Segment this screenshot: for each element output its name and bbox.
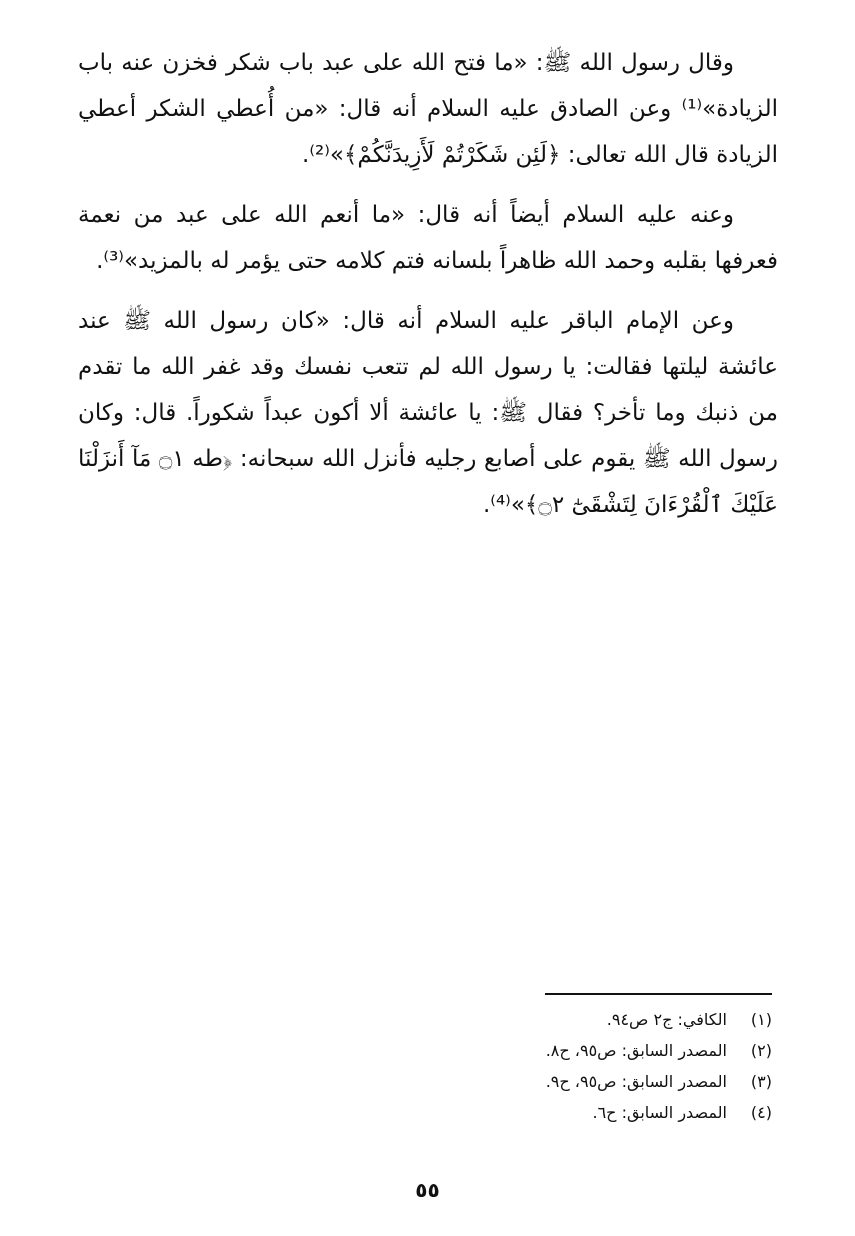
main-text: [78, 40, 778, 542]
footnote-text: الكافي: ج٢ ص٩٤.: [606, 1010, 727, 1029]
footnote-text: المصدر السابق: ص٩٥، ح٨.: [545, 1041, 727, 1060]
footnote-separator: [545, 993, 772, 995]
footnote-item: [420, 1004, 772, 1035]
footnote-text: المصدر السابق: ص٩٥، ح٩.: [545, 1072, 727, 1091]
footnote-item: [420, 1066, 772, 1097]
page-number: ٥٥: [415, 1178, 440, 1202]
footnote-item: [420, 1035, 772, 1066]
footnote-text: المصدر السابق: ح٦.: [592, 1103, 727, 1122]
footnote-number: (٤): [750, 1103, 772, 1122]
footnotes: [420, 1004, 772, 1128]
paragraph-thanks-increase: وقال رسول الله ﷺ: «ما فتح الله على عبد باب شكر فخزن عنه باب الزيادة»⁽¹⁾ وعن الصادق عليه السلام أنه قال: «من أُعطي الشكر أعطي الزيادة قال الله تعالى: ﴿لَئِن شَكَرْتُمْ لَأَزِيدَنَّكُمْ﴾»⁽²⁾.: [78, 50, 778, 168]
footnote-item: [420, 1097, 772, 1128]
footnote-number: (٢): [750, 1041, 772, 1060]
footnote-number: (١): [750, 1010, 772, 1029]
paragraph-grateful-servant: وعن الإمام الباقر عليه السلام أنه قال: «كان رسول الله ﷺ عند عائشة ليلتها فقالت: يا رسول الله لم تتعب نفسك وقد غفر الله ما تقدم من ذنبك وما تأخر؟ فقال ﷺ: يا عائشة ألا أكون عبداً شكوراً. قال: وكان رسول الله ﷺ يقوم على أصابع رجليه فأنزل الله سبحانه: ﴿طه ۝١ مَآ أَنزَلْنَا عَلَيْكَ ٱلْقُرْءَانَ لِتَشْقَىٰٓ ۝٢﴾»⁽⁴⁾.: [78, 308, 778, 518]
footnote-number: (٣): [750, 1072, 772, 1091]
paragraph-blessing-praise: وعنه عليه السلام أيضاً أنه قال: «ما أنعم الله على عبد من نعمة فعرفها بقلبه وحمد الله ظاهراً بلسانه فتم كلامه حتى يؤمر له بالمزيد»⁽³⁾.: [78, 202, 778, 274]
